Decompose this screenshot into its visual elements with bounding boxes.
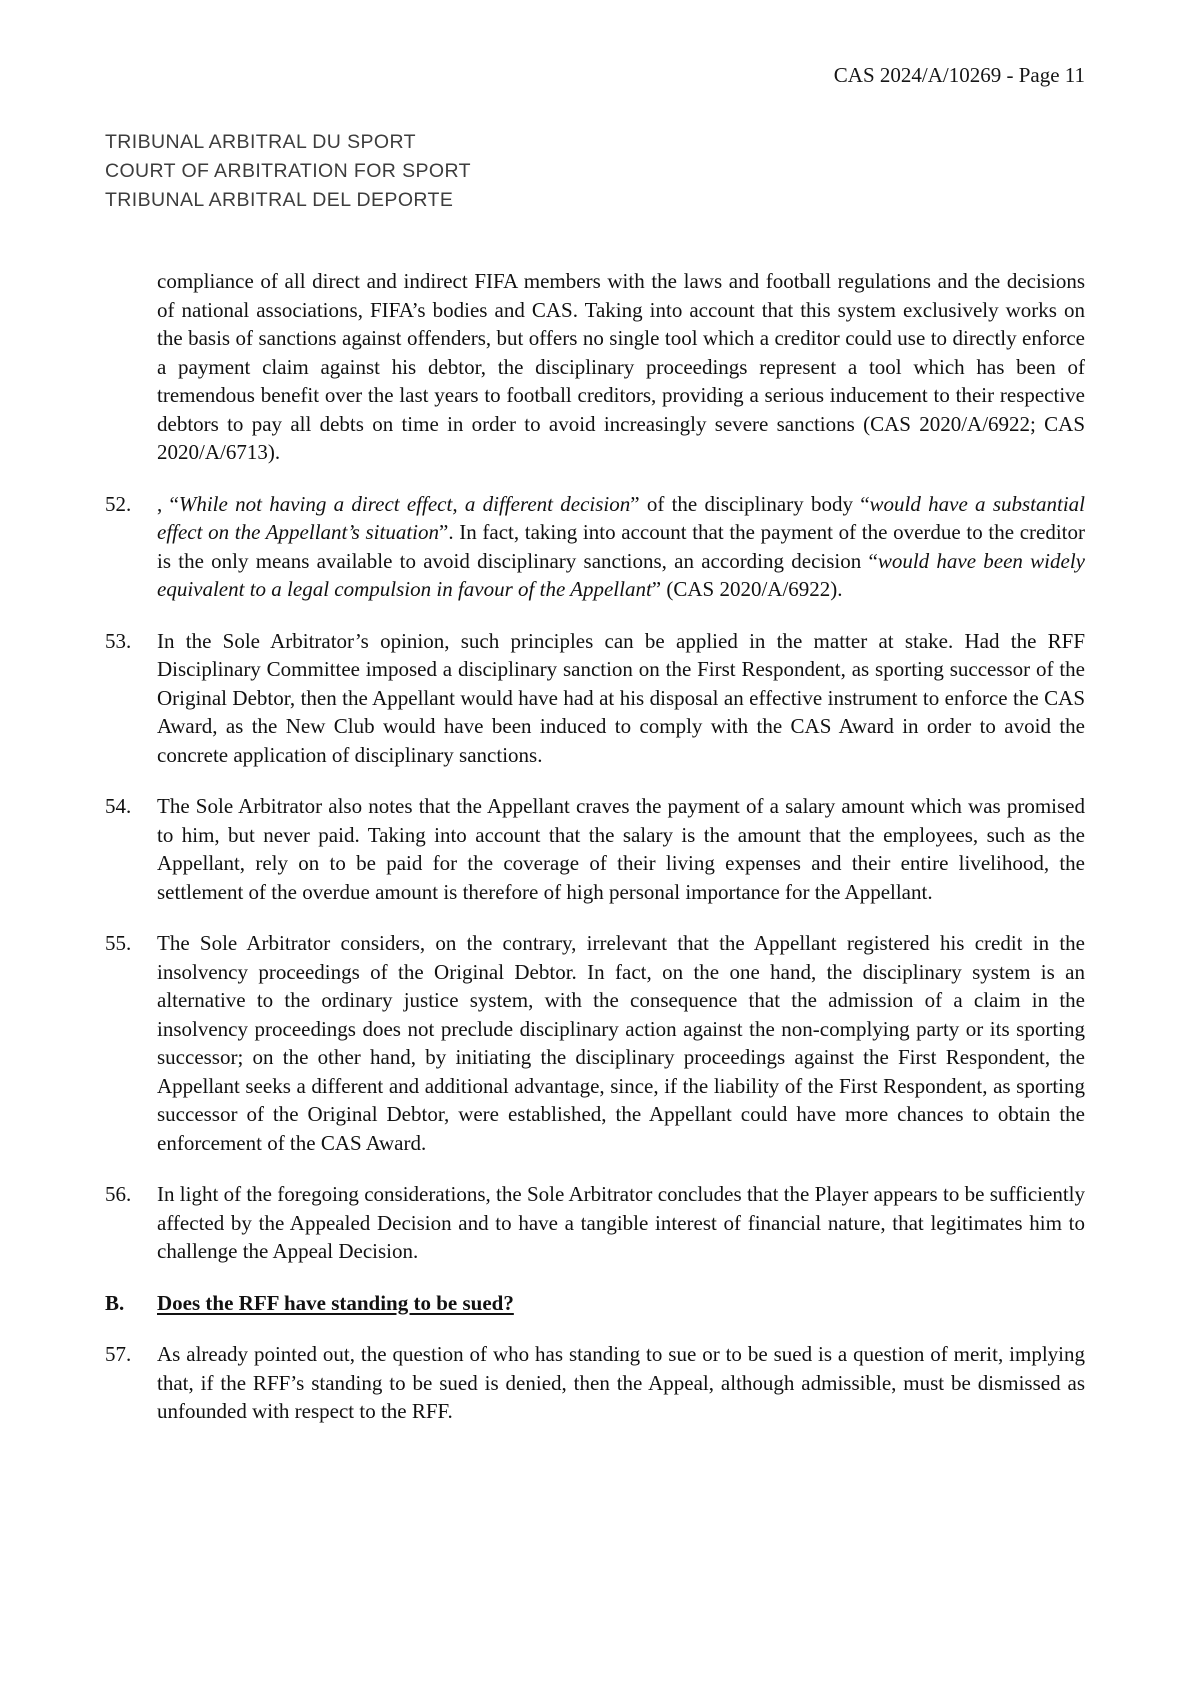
case-reference: CAS 2024/A/10269 - Page 11 xyxy=(833,63,1085,87)
paragraph-text xyxy=(157,1342,1085,1423)
document-content xyxy=(105,267,1086,1449)
quoted-italic-text: would have been widely equivalent to a legal compulsion in favour of the Appellant xyxy=(157,548,1085,601)
paragraph-text xyxy=(157,794,1085,904)
body-text: In the Sole Arbitrator’s opinion, such principles can be applied in the matter at stake. Had the RFF Disciplinary Committee imposed a disciplinary sanction on the First Respondent, as sporting successor of the Original Debtor, then the Appellant would have had at his disposal an effective instrument to enforce the CAS Award, as the New Club would have been induced to comply with the CAS Award in order to avoid the concrete application of disciplinary sanctions. xyxy=(157,628,1085,767)
paragraph-number: 56. xyxy=(105,1182,132,1206)
paragraph-text xyxy=(157,1182,1085,1263)
body-text: The Sole Arbitrator considers, on the contrary, irrelevant that the Appellant registered his credit in the insolvency proceedings of the Original Debtor. In fact, on the one hand, the disciplinary system is an alternative to the ordinary justice system, with the consequence that the admission of a claim in the insolvency proceedings does not preclude disciplinary action against the non-complying party or its sporting successor; on the other hand, by initiating the disciplinary proceedings against the First Respondent, the Appellant seeks a different and additional advantage, since, if the liability of the First Respondent, as sporting successor of the Original Debtor, were established, the Appellant could have more chances to obtain the enforcement of the CAS Award. xyxy=(157,931,1085,1155)
paragraph-text xyxy=(157,492,1085,602)
cas-logo-line-english: COURT OF ARBITRATION FOR SPORT xyxy=(105,160,471,182)
paragraph-number: 57. xyxy=(105,1342,132,1366)
cas-logo xyxy=(105,128,471,215)
section-heading-letter: B. xyxy=(105,1290,125,1315)
paragraph-number: 55. xyxy=(105,931,132,955)
paragraph xyxy=(105,1180,1085,1266)
paragraph-number: 53. xyxy=(105,628,132,653)
section-heading xyxy=(105,1289,1085,1318)
quoted-italic-text: While not having a direct effect, a different decision xyxy=(178,491,631,516)
body-text: ” (CAS 2020/A/6922). xyxy=(651,577,843,601)
page-header xyxy=(157,62,1085,88)
body-text: The Sole Arbitrator also notes that the Appellant craves the payment of a salary amount which was promised to him, but never paid. Taking into account that the salary is the amount that the employees, such as the Appellant, rely on to be paid for the coverage of their living expenses and their entire livelihood, the settlement of the overdue amount is therefore of high personal importance for the Appellant. xyxy=(157,794,1085,904)
paragraph xyxy=(105,792,1085,906)
paragraph-number: 54. xyxy=(105,794,132,818)
paragraph xyxy=(105,929,1085,1157)
paragraph-text xyxy=(157,931,1085,1155)
paragraph-number: 52. xyxy=(105,491,132,516)
paragraph-text xyxy=(157,269,1085,464)
paragraph-text xyxy=(157,629,1085,767)
body-text: ” of the disciplinary body “ xyxy=(630,491,870,516)
body-text: ”. In fact, taking into account that the payment of the overdue to the creditor is the only means available to avoid disciplinary sanctions, an according decision “ xyxy=(157,520,1085,573)
body-text: , “ xyxy=(157,491,179,516)
paragraph xyxy=(105,490,1086,604)
body-text: compliance of all direct and indirect FIFA members with the laws and football regulations and the decisions of national associations, FIFA’s bodies and CAS. Taking into account that this system exclusively works on the basis of sanctions against offenders, but offers no single tool which a creditor could use to directly enforce a payment claim against his debtor, the disciplinary proceedings represent a tool which has been of tremendous benefit over the last years to football creditors, providing a serious inducement to their respective debtors to pay all debts on time in order to avoid increasingly severe sanctions (CAS 2020/A/6922; CAS 2020/A/6713). xyxy=(157,269,1085,464)
section-heading-title: Does the RFF have standing to be sued? xyxy=(157,1290,514,1315)
paragraph xyxy=(105,627,1085,770)
paragraph xyxy=(157,267,1085,467)
body-text: In light of the foregoing considerations, the Sole Arbitrator concludes that the Player appears to be sufficiently affected by the Appealed Decision and to have a tangible interest of financial nature, that legitimates him to challenge the Appeal Decision. xyxy=(157,1182,1085,1263)
body-text: As already pointed out, the question of who has standing to sue or to be sued is a question of merit, implying that, if the RFF’s standing to be sued is denied, then the Appeal, although admissible, must be dismissed as unfounded with respect to the RFF. xyxy=(157,1342,1085,1423)
cas-logo-line-french: TRIBUNAL ARBITRAL DU SPORT xyxy=(105,131,416,153)
cas-logo-line-spanish: TRIBUNAL ARBITRAL DEL DEPORTE xyxy=(105,189,454,211)
quoted-italic-text: would have a substantial effect on the Appellant’s situation xyxy=(157,491,1086,544)
paragraph xyxy=(105,1340,1085,1426)
